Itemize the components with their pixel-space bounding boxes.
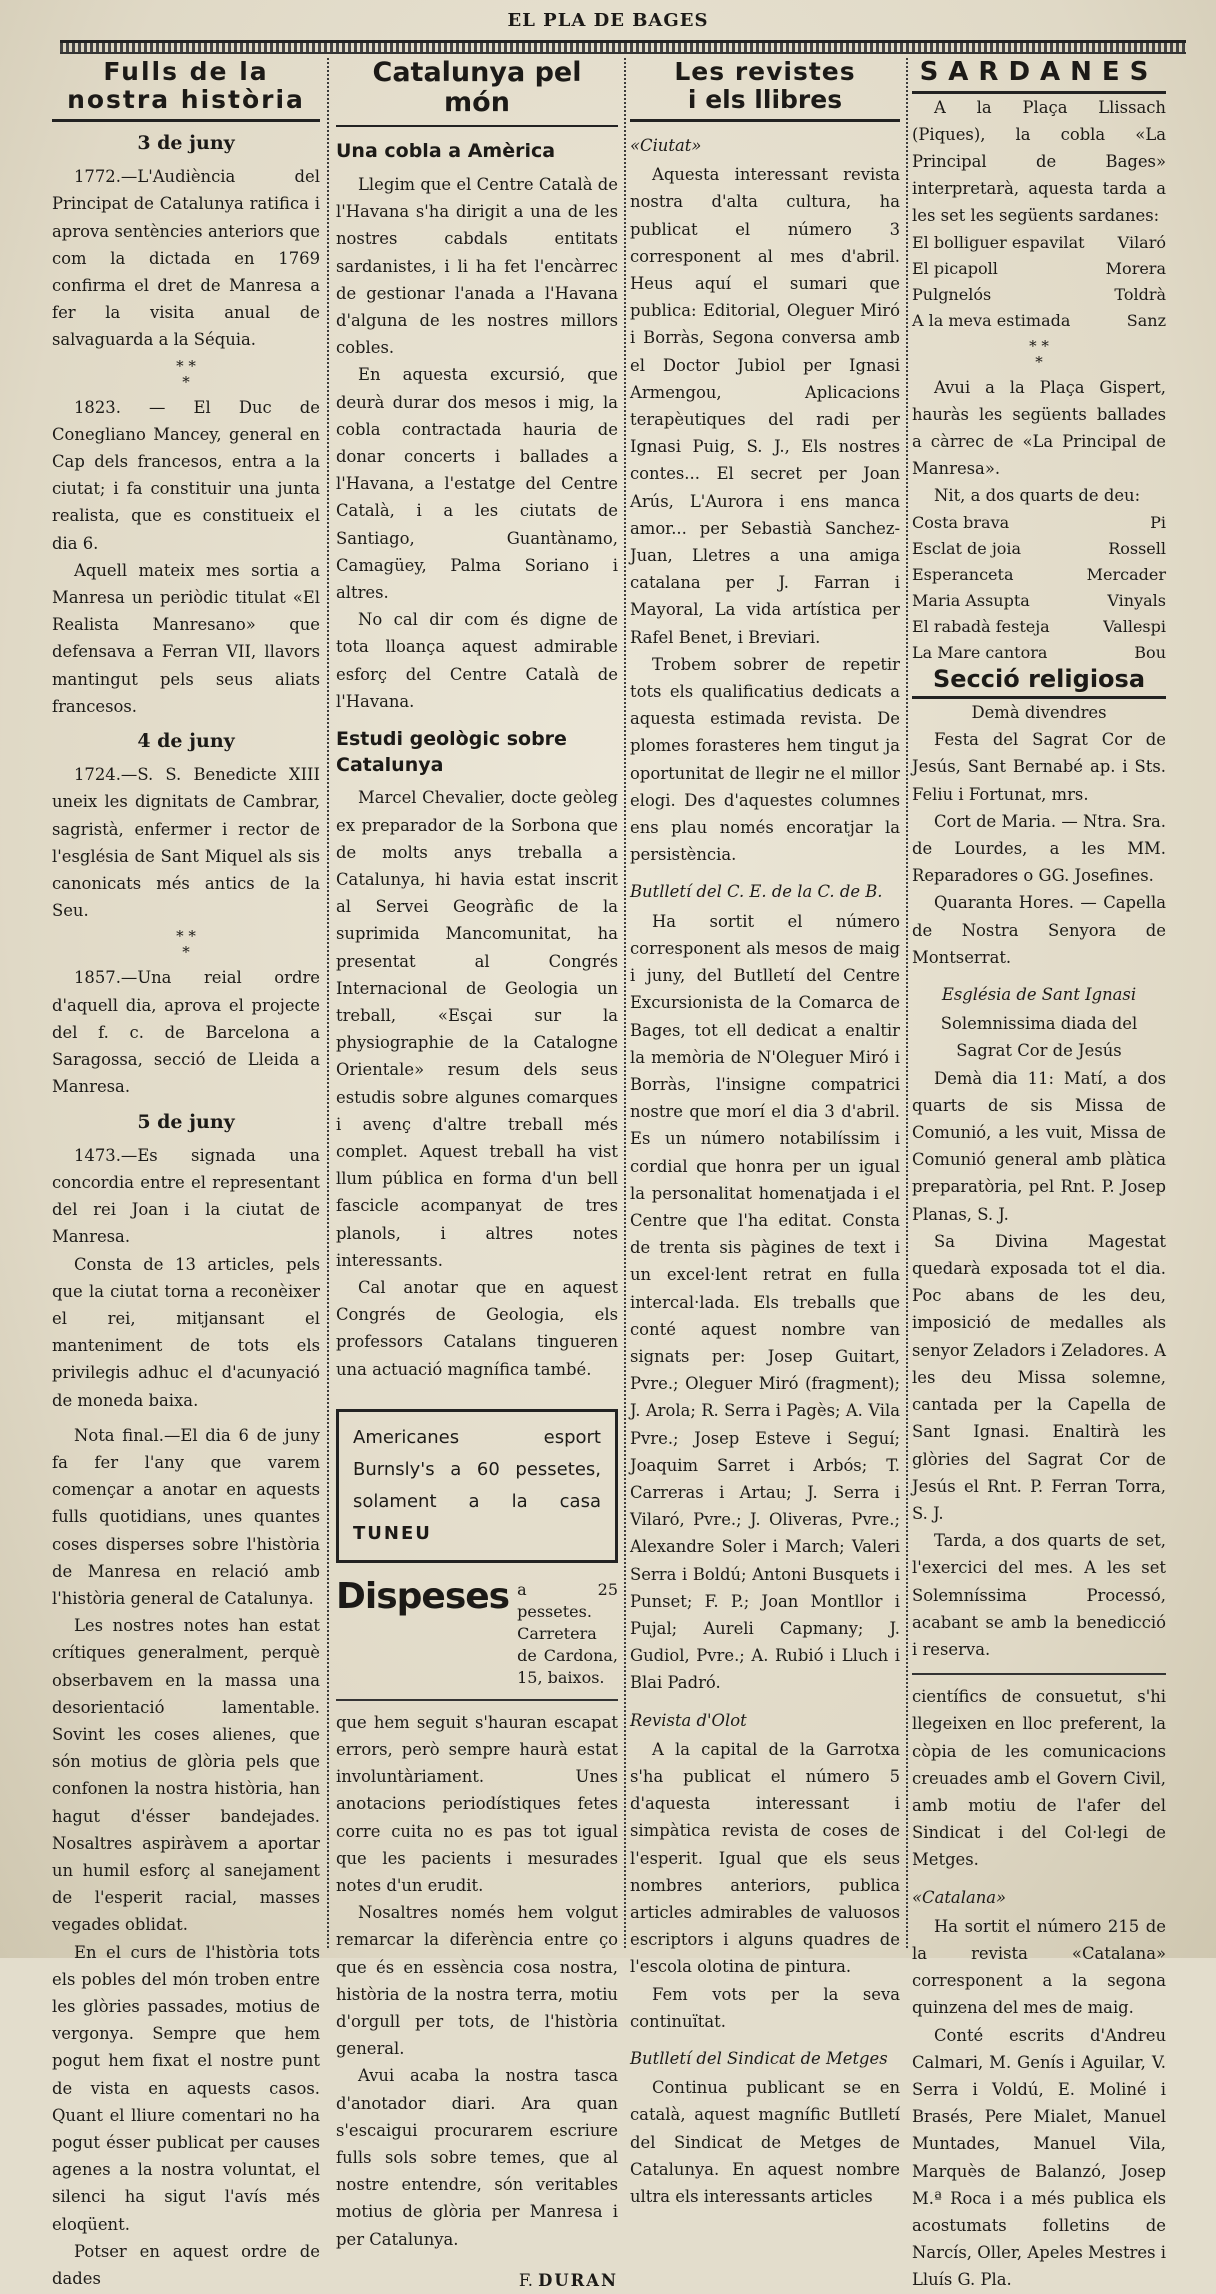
paragraph: Continua publicant se en català, aquest magnífic Butlletí del Sindicat de Metges de Catalunya. En aquest nombre ultra els interessants articles: [630, 2078, 900, 2207]
paragraph: Sa Divina Magestat quedarà exposada tot el dia. Poc abans de les deu, imposició de medalles als senyor Zeladors i Zeladores. A les deu Missa solemne, cantada per la Capella de Sant Ignasi. Enaltirà les glòries del Sagrat Cor de Jesús el Rnt. P. Ferran Torra, S. J.: [912, 1231, 1166, 1523]
section-heading: SARDANES: [912, 58, 1166, 94]
article-title: Butlletí del Sindicat de Metges: [630, 2049, 888, 2069]
sardana-row: [912, 510, 1166, 536]
paragraph: En aquesta excursió, que deurà durar dos mesos i mig, la cobla contractada hauria de donar concerts i ballades a l'Havana, a l'estatge del Centre Català, i a les ciutats de Santiago, Guantànamo, Camagüey, Palma Soriano i altres.: [336, 365, 618, 603]
paragraph: Demà dia 11: Matí, a dos quarts de sis Missa de Comunió, a les vuit, Missa de Comunió general amb plàtica preparatòria, pel Rnt. P. Josep Planas, S. J.: [912, 1068, 1166, 1224]
divider: [912, 1673, 1166, 1675]
paragraph: Trobem sobrer de repetir tots els qualificatius dedicats a aquesta estimada revista. De plomes forasteres hem tingut ja oportunitat de llegir ne el millor elogi. Des d'aquestes columnes ens plau només encoratjar la persistència.: [630, 654, 900, 865]
sardana-list: [912, 510, 1166, 666]
classified-ad: [336, 1577, 618, 1689]
sardana-title: La Mare cantora: [912, 642, 1048, 662]
sardana-title: Esclat de joia: [912, 538, 1022, 558]
date-heading: 4 de juny: [137, 730, 235, 753]
ad-text: Americanes esport Burnsly's a 60 pessetes, solament a la casa: [353, 1426, 601, 1512]
sardana-composer: Sanz: [1126, 310, 1166, 330]
sardana-title: Pulgnelós: [912, 284, 992, 304]
date-heading: 5 de juny: [137, 1110, 235, 1133]
section-heading: Fulls de la: [103, 57, 269, 86]
section-heading: Catalunya pel món: [336, 58, 618, 127]
article-title: Una cobla a Amèrica: [336, 140, 556, 163]
paragraph: Ha sortit el número corresponent als mesos de maig i juny, del Butlletí del Centre Excursionista de la Comarca de Bages, tot ell dedicat a enaltir la memòria de N'Oleguer Miró i Borràs, l'insigne compatrici nostre que morí el dia 3 d'abril. Es un número notabilíssim i cordial que honra per un igual la personalitat homenatjada i el Centre que l'ha editat. Consta de trenta sis pàgines de text i un excel·lent retrat en fulla intercal·lada. Els treballs que conté aquest nombre van signats per: Josep Guitart, Pvre.; Oleguer Miró (fragment); J. Arola; R. Serra i Pagès; A. Vila Pvre.; Josep Esteve i Seguí; Joaquim Sarret i Arbós; T. Carreras i Artau; J. Serra i Vilaró, Pvre.; J. Oliveras, Pvre.; Alexandre Soler i March; Valeri Serra i Boldú; Antoni Busquets i Punset; F. P.; Joan Montllor i Pujal; Aureli Capmany; J. Gudiol, Pvre.; A. Rubió i Lluch i Blai Padró.: [630, 911, 900, 1693]
masthead: EL PLA DE BAGES: [507, 10, 709, 31]
paragraph: Conté escrits d'Andreu Calmari, M. Genís i Aguilar, V. Serra i Voldú, E. Moliné i Brasés, Pere Mialet, Manuel Muntades, Manuel Vila, Marquès de Balanzó, Josep M.ª Roca i a més publica els acostumats folletins de Narcís, Oller, Apeles Mestres i Lluís G. Pla.: [912, 2025, 1166, 2290]
sardana-title: El bolliguer espavilat: [912, 232, 1085, 252]
article-title: «Catalana»: [912, 1887, 1007, 1907]
paragraph: Nit, a dos quarts de deu:: [934, 486, 1141, 506]
paragraph: Marcel Chevalier, docte geòleg ex preparador de la Sorbona que de molts anys treballa a Catalunya, hi havia estat inscrit al Servei Geogràfic de la suprimida Mancomunitat, ha presentat al Congrés Internacional de Geologia un treball, «Esçai sur la physiographie de la Catalogne Orientale» resum dels seus estudis sobre algunes comarques i avenç d'altre treball més complet. Aquest treball ha vist llum pública en forma d'un bell fascicle acompanyat de tres planols, i altres notes interessants.: [336, 788, 618, 1270]
paragraph: Consta de 13 articles, pels que la ciutat torna a reconèixer el rei, mitjansant el manteniment de tots els privilegis adhuc el d'acunyació de moneda baixa.: [52, 1254, 320, 1410]
paragraph: 1857.—Una reial ordre d'aquell dia, aprova el projecte del f. c. de Barcelona a Saragossa, secció de Lleida a Manresa.: [52, 968, 320, 1097]
sardana-title: Maria Assupta: [912, 590, 1030, 610]
sardana-composer: Toldrà: [1114, 284, 1166, 304]
paragraph: Quaranta Hores. — Capella de Nostra Senyora de Montserrat.: [912, 893, 1166, 967]
paragraph: Tarda, a dos quarts de set, l'exercici del mes. A les set Solemníssima Processó, acabant se amb la benedicció i reserva.: [912, 1531, 1166, 1659]
sardana-row: [912, 282, 1166, 308]
date-heading: 3 de juny: [137, 132, 235, 154]
sardana-row: [912, 640, 1166, 666]
paragraph: Aquell mateix mes sortia a Manresa un periòdic titulat «El Realista Manresano» que defensava a Ferran VII, llavors mantingut pels seus aliats francesos.: [52, 560, 320, 716]
article-title: Butlletí del C. E. de la C. de B.: [630, 882, 883, 902]
sardana-row: [912, 308, 1166, 334]
article-title: Revista d'Olot: [630, 1710, 747, 1730]
sardana-row: [912, 562, 1166, 588]
paragraph: Nota final.—El dia 6 de juny fa fer l'any que varem començar a anotar en aquests fulls quotidians, unes quantes coses disperses sobre l'història de Manresa en relació amb l'història general de Catalunya.: [52, 1425, 320, 1608]
sardana-title: A la meva estimada: [912, 310, 1071, 330]
paragraph: Llegim que el Centre Català de l'Havana s'ha dirigit a una de les nostres cabdals entitats sardanistes, i li ha fet l'encàrrec de gestionar l'anada a l'Havana d'alguna de les nostres millors cobles.: [336, 175, 618, 358]
paragraph: Demà divendres: [971, 703, 1107, 723]
paragraph: que hem seguit s'hauran escapat errors, però sempre haurà estat involuntàriament. Unes anotacions periodístiques fetes corre cuita no es pas tot igual que les pacients i mesurades notes d'un erudit.: [336, 1712, 618, 1896]
classified-ad-title: Dispeses: [336, 1575, 510, 1617]
column-catalunya: [336, 57, 618, 2290]
ad-brand: TUNEU: [353, 1522, 432, 1544]
paragraph: Ha sortit el número 215 de la revista «Catalana» corresponent a la segona quinzena del mes de maig.: [912, 1916, 1166, 2018]
section-heading: nostra història: [52, 86, 320, 123]
sardana-title: Esperanceta: [912, 564, 1014, 584]
paragraph: En el curs de l'història tots els pobles del món troben entre les glòries passades, motius de vergonya. Sempre que hem pogut hem fixat el nostre punt de vista en aquests casos. Quant el lliure comentari no ha pogut ésser publicat per causes agenes a la nostra voluntat, el silenci ha sigut l'avís més eloqüent.: [52, 1942, 320, 2234]
paragraph: No cal dir com és digne de tota lloança aquest admirable esforç del Centre Català de l'Havana.: [336, 610, 618, 711]
sardana-row: [912, 588, 1166, 614]
sardana-composer: Bou: [1134, 642, 1166, 662]
paragraph: Solemnissima diada del Sagrat Cor de Jesús: [940, 1014, 1138, 1061]
paragraph: Festa del Sagrat Cor de Jesús, Sant Bernabé ap. i Sts. Feliu i Fortunat, mrs.: [912, 730, 1166, 804]
sardana-title: El picapoll: [912, 258, 998, 278]
paragraph: Cal anotar que en aquest Congrés de Geologia, els professors Catalans tingueren una actuació magnífica també.: [336, 1278, 618, 1379]
sardana-composer: Vilaró: [1117, 232, 1166, 252]
paragraph: A la Plaça Llissach (Piques), la cobla «La Principal de Bages» interpretarà, aquesta tarda a les set les següents sardanes:: [912, 97, 1166, 226]
paragraph: científics de consuetut, s'hi llegeixen en lloc preferent, la còpia de les comunicacions creuades amb el Govern Civil, amb motiu de l'afer del Sindicat i del Col·legi de Metges.: [912, 1687, 1166, 1870]
paragraph: Avui acaba la nostra tasca d'anotador diari. Ara quan s'escaigui procurarem escriure fulls sols sobre temes, que al nostre entendre, són veritables motius de glòria per Manresa i per Catalunya.: [336, 2066, 618, 2249]
paragraph: Potser en aquest ordre de dades: [52, 2241, 320, 2289]
advertisement-box: [336, 1409, 618, 1563]
section-heading: Les revistes: [674, 57, 856, 86]
sardana-title: El rabadà festeja: [912, 616, 1050, 636]
separator-stars: * * *: [176, 356, 196, 391]
paragraph: 1772.—L'Audiència del Principat de Catalunya ratifica i aprova sentències anteriors que com la dictada en 1769 confirma el dret de Manresa a fer la visita anual de salvaguarda a la Séquia.: [52, 167, 320, 350]
sardana-composer: Vallespi: [1103, 616, 1166, 636]
sardana-composer: Pi: [1150, 512, 1166, 532]
divider: [336, 1699, 618, 1701]
sardana-composer: Rossell: [1108, 538, 1166, 558]
paragraph: Cort de Maria. — Ntra. Sra. de Lourdes, a les MM. Reparadores o GG. Josefines.: [912, 811, 1166, 886]
paragraph: Les nostres notes han estat crítiques generalment, perquè obserbavem en la massa una desorientació lamentable. Sovint les coses alienes, que són motius de glòria pels que confonen la nostra història, han hagut d'ésser bandejades. Nosaltres aspiràvem a aportar un humil esforç al sanejament de l'esperit racial, masses vegades oblidat.: [52, 1616, 320, 1935]
column-sardanes: [912, 57, 1166, 2290]
sardana-title: Costa brava: [912, 512, 1010, 532]
sardana-list: [912, 230, 1166, 334]
paragraph: 1823. — El Duc de Conegliano Mancey, general en Cap dels francesos, entra a la ciutat; i fa constituir una junta realista, que es constitueix el dia 6.: [52, 397, 320, 553]
article-title: «Ciutat»: [630, 136, 702, 155]
paragraph: Avui a la Plaça Gispert, hauràs les següents ballades a càrrec de «La Principal de Manresa».: [912, 377, 1166, 479]
sardana-row: [912, 614, 1166, 640]
column-divider: [327, 58, 329, 1948]
paragraph: Fem vots per la seva continuïtat.: [630, 1984, 900, 2031]
sardana-row: [912, 536, 1166, 562]
signature: F. DURAN: [518, 2270, 618, 2290]
column-history: [52, 57, 320, 2289]
classified-ad-text: a 25 pessetes. Carretera de Cardona, 15, baixos.: [517, 1579, 618, 1687]
sardana-row: [912, 230, 1166, 256]
column-reviews: [630, 57, 900, 2207]
sardana-composer: Mercader: [1086, 564, 1166, 584]
article-title: Església de Sant Ignasi: [941, 985, 1137, 1005]
separator-stars: * * *: [176, 927, 196, 962]
column-divider: [906, 58, 908, 1948]
paragraph: 1473.—Es signada una concordia entre el representant del rei Joan i la ciutat de Manresa.: [52, 1145, 320, 1247]
sardana-row: [912, 256, 1166, 282]
article-title: Estudi geològic sobre Catalunya: [336, 728, 567, 776]
paragraph: 1724.—S. S. Benedicte XIII uneix les dignitats de Cambrar, sagristà, enfermer i rector de l'església de Sant Miquel als sis canonicats més antics de la Seu.: [52, 765, 320, 921]
separator-stars: * * *: [1029, 336, 1049, 371]
column-divider: [624, 58, 626, 1948]
section-heading: Secció religiosa: [912, 666, 1166, 699]
paragraph: Aquesta interessant revista nostra d'alta cultura, ha publicat el número 3 corresponent al mes d'abril. Heus aquí el sumari que publica: Editorial, Oleguer Miró i Borràs, Segona conversa amb el Doctor Jubiol per Ignasi Armengou, Aplicacions terapèutiques del radi per Ignasi Puig, S. J., Els nostres contes... El secret per Joan Arús, L'Aurora i ens manca amor... per Sebastià Sanchez-Juan, Lletres a una amiga catalana per J. Farran i Mayoral, La vida artística per Rafel Benet, i Breviari.: [630, 165, 900, 647]
section-heading: i els llibres: [630, 86, 900, 123]
paragraph: Nosaltres només hem volgut remarcar la diferència entre ço que és en essència cosa nostra, història de la nostra terra, motiu d'orgull per tots, de l'història general.: [336, 1903, 618, 2059]
sardana-composer: Vinyals: [1107, 590, 1166, 610]
sardana-composer: Morera: [1105, 258, 1166, 278]
top-rule: [60, 40, 1186, 54]
paragraph: A la capital de la Garrotxa s'ha publicat el número 5 d'aquesta interessant i simpàtica revista de coses de l'esperit. Igual que els seus nombres anteriors, publica articles admirables de valuosos escriptors i alguns quadres de l'escola olotina de pintura.: [630, 1739, 900, 1977]
